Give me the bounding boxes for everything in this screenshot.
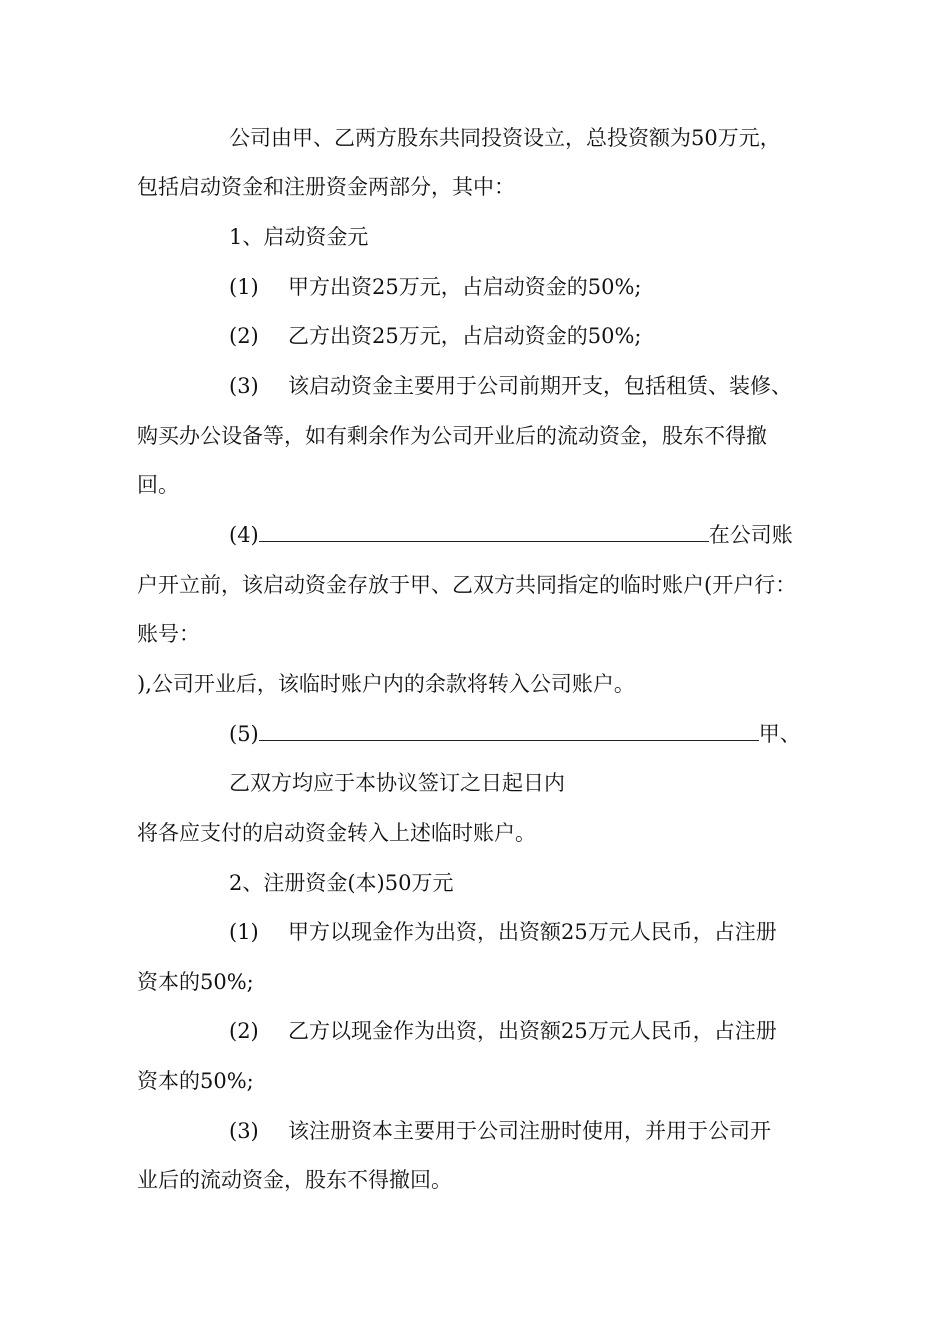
- item-1-1: [229, 272, 641, 302]
- item-text: 乙方出资25万元，占启动资金的50%;: [288, 324, 642, 348]
- item-text: 该注册资本主要用于公司注册时使用，并用于公司开: [288, 1119, 771, 1143]
- item-number: (2): [229, 324, 259, 348]
- item-1-5: [229, 719, 801, 749]
- section-1-title: 1、启动资金元: [229, 225, 369, 249]
- item-1-5-cont-2: 将各应支付的启动资金转入上述临时账户。: [137, 821, 536, 845]
- item-text: 甲、: [758, 722, 801, 746]
- item-number: (1): [229, 275, 259, 299]
- fill-in-blank[interactable]: [259, 720, 759, 741]
- item-1-3-cont-2: 回。: [137, 473, 179, 497]
- item-1-3-cont-1: 购买办公设备等，如有剩余作为公司开业后的流动资金，股东不得撤: [137, 424, 767, 448]
- item-number: (3): [229, 1119, 259, 1143]
- intro-line-1: 公司由甲、乙两方股东共同投资设立，总投资额为50万元，: [229, 126, 781, 150]
- item-1-4-cont-2: 账号：: [137, 622, 200, 646]
- item-number: (3): [229, 374, 259, 398]
- item-1-4-cont-3: ),公司开业后，该临时账户内的余款将转入公司账户。: [137, 672, 635, 696]
- section-2-title: 2、注册资金(本)50万元: [229, 871, 454, 895]
- item-text: 在公司账: [708, 523, 793, 547]
- item-2-3-cont: 业后的流动资金，股东不得撤回。: [137, 1168, 452, 1192]
- item-number: (1): [229, 920, 259, 944]
- item-1-3: [229, 371, 792, 401]
- fill-in-blank[interactable]: [259, 521, 709, 542]
- intro-line-2: 包括启动资金和注册资金两部分，其中：: [137, 175, 515, 199]
- item-2-2: [229, 1016, 777, 1046]
- item-number: (5): [229, 722, 259, 746]
- item-1-5-cont-1: 乙双方均应于本协议签订之日起日内: [229, 771, 565, 795]
- item-1-4: [229, 520, 793, 550]
- item-text: 甲方以现金作为出资，出资额25万元人民币，占注册: [288, 920, 777, 944]
- item-2-3: [229, 1116, 771, 1146]
- item-1-2: [229, 321, 641, 351]
- item-text: 该启动资金主要用于公司前期开支，包括租赁、装修、: [288, 374, 792, 398]
- item-text: 甲方出资25万元，占启动资金的50%;: [288, 275, 642, 299]
- item-2-1: [229, 917, 777, 947]
- item-2-2-cont: 资本的50%;: [137, 1069, 254, 1093]
- item-number: (2): [229, 1019, 259, 1043]
- item-1-4-cont-1: 户开立前，该启动资金存放于甲、乙双方共同指定的临时账户(开户行：: [137, 573, 797, 597]
- item-text: 乙方以现金作为出资，出资额25万元人民币，占注册: [288, 1019, 777, 1043]
- item-number: (4): [229, 523, 259, 547]
- item-2-1-cont: 资本的50%;: [137, 970, 254, 994]
